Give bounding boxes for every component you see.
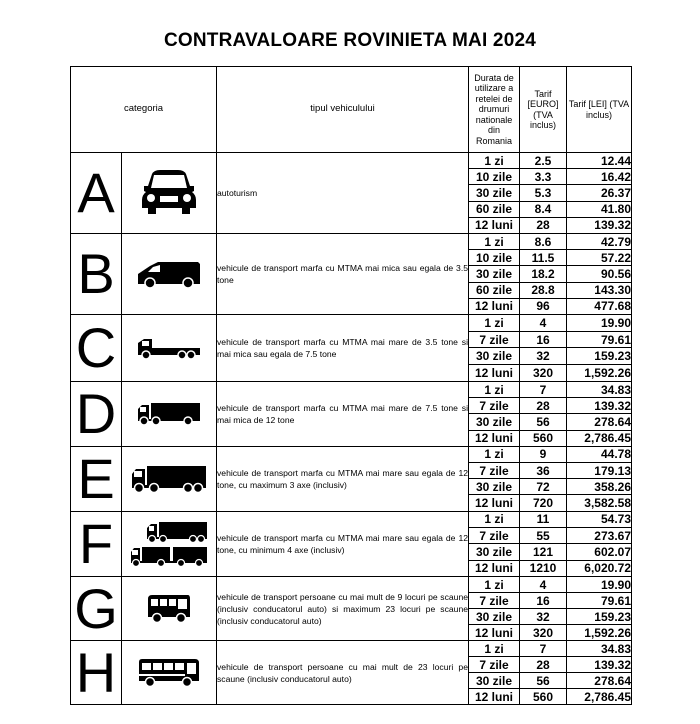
duration-cell: 7 zile: [469, 463, 520, 479]
box-truck-icon: [122, 401, 216, 427]
duration-cell: 60 zile: [469, 282, 520, 298]
tariff-lei-cell: 79.61: [567, 593, 632, 609]
tariff-lei-cell: 602.07: [567, 544, 632, 560]
category-letter-h: H: [71, 641, 122, 705]
tariff-lei-cell: 90.56: [567, 266, 632, 282]
header-category: categoria: [71, 67, 217, 153]
duration-cell: 1 zi: [469, 577, 520, 593]
tariff-eur-cell: 4: [520, 577, 567, 593]
tariff-eur-cell: 32: [520, 609, 567, 625]
heavy-truck-icon: [122, 464, 216, 494]
duration-cell: 7 zile: [469, 593, 520, 609]
tariff-lei-cell: 34.83: [567, 382, 632, 398]
duration-cell: 30 zile: [469, 673, 520, 689]
vehicle-description-h: vehicule de transport persoane cu mai mult de 23 locuri pe scaune (inclusiv conducatorul auto): [217, 641, 469, 705]
tariff-eur-cell: 28.8: [520, 282, 567, 298]
tariff-lei-cell: 19.90: [567, 577, 632, 593]
tariff-eur-cell: 3.3: [520, 169, 567, 185]
tariff-lei-cell: 358.26: [567, 479, 632, 495]
vehicle-description-f: vehicule de transport marfa cu MTMA mai mare sau egala de 12 tone, cu minimum 4 axe (inclusiv): [217, 511, 469, 577]
tariff-eur-cell: 9: [520, 446, 567, 462]
duration-cell: 30 zile: [469, 544, 520, 560]
tariff-lei-cell: 179.13: [567, 463, 632, 479]
duration-cell: 60 zile: [469, 201, 520, 217]
tariff-lei-cell: 19.90: [567, 314, 632, 331]
duration-cell: 30 zile: [469, 266, 520, 282]
category-letter-e: E: [71, 446, 122, 511]
category-letter-c: C: [71, 314, 122, 381]
tariff-table: [70, 66, 632, 705]
tariff-eur-cell: 560: [520, 689, 567, 705]
tariff-eur-cell: 11: [520, 511, 567, 527]
tariff-lei-cell: 42.79: [567, 233, 632, 249]
table-row: [71, 382, 632, 398]
duration-cell: 7 zile: [469, 657, 520, 673]
category-letter-d: D: [71, 382, 122, 447]
tariff-lei-cell: 139.32: [567, 398, 632, 414]
category-icon-cell-d: [122, 382, 217, 447]
duration-cell: 1 zi: [469, 233, 520, 249]
tariff-eur-cell: 11.5: [520, 250, 567, 266]
van-icon: [122, 258, 216, 290]
header-duration: Durata de utilizare a retelei de drumuri nationale din Romania: [469, 67, 520, 153]
category-icon-cell-e: [122, 446, 217, 511]
category-icon-cell-g: [122, 577, 217, 641]
duration-cell: 1 zi: [469, 641, 520, 657]
duration-cell: 10 zile: [469, 169, 520, 185]
duration-cell: 12 luni: [469, 495, 520, 511]
category-icon-cell-f: [122, 511, 217, 577]
duration-cell: 1 zi: [469, 446, 520, 462]
duration-cell: 12 luni: [469, 298, 520, 314]
tariff-eur-cell: 8.4: [520, 201, 567, 217]
category-letter-a: A: [71, 153, 122, 234]
vehicle-description-g: vehicule de transport persoane cu mai mult de 9 locuri pe scaune (inclusiv conducatorul auto) si maximum 23 locuri pe scaune (inclusiv conducatorul auto): [217, 577, 469, 641]
table-row: [71, 511, 632, 527]
duration-cell: 30 zile: [469, 185, 520, 201]
vehicle-description-a: autoturism: [217, 153, 469, 234]
articulated-trucks-icon: [122, 520, 216, 568]
tariff-eur-cell: 320: [520, 365, 567, 382]
flatbed-truck-icon: [122, 335, 216, 361]
duration-cell: 12 luni: [469, 689, 520, 705]
category-letter-g: G: [71, 577, 122, 641]
header-row: [71, 67, 632, 153]
tariff-lei-cell: 159.23: [567, 348, 632, 365]
duration-cell: 7 zile: [469, 527, 520, 543]
tariff-lei-cell: 41.80: [567, 201, 632, 217]
tariff-lei-cell: 2,786.45: [567, 430, 632, 446]
tariff-eur-cell: 121: [520, 544, 567, 560]
duration-cell: 30 zile: [469, 479, 520, 495]
tariff-lei-cell: 1,592.26: [567, 365, 632, 382]
tariff-eur-cell: 720: [520, 495, 567, 511]
table-row: [71, 314, 632, 331]
tariff-eur-cell: 320: [520, 625, 567, 641]
duration-cell: 1 zi: [469, 314, 520, 331]
category-icon-cell-h: [122, 641, 217, 705]
duration-cell: 7 zile: [469, 331, 520, 348]
tariff-lei-cell: 34.83: [567, 641, 632, 657]
category-letter-b: B: [71, 233, 122, 314]
page-title: CONTRAVALOARE ROVINIETA MAI 2024: [163, 30, 536, 51]
tariff-eur-cell: 56: [520, 414, 567, 430]
tariff-lei-cell: 57.22: [567, 250, 632, 266]
tariff-eur-cell: 55: [520, 527, 567, 543]
tariff-lei-cell: 6,020.72: [567, 560, 632, 576]
vehicle-description-d: vehicule de transport marfa cu MTMA mai mare de 7.5 tone si mai mica de 12 tone: [217, 382, 469, 447]
tariff-eur-cell: 16: [520, 593, 567, 609]
tariff-eur-cell: 16: [520, 331, 567, 348]
tariff-eur-cell: 8.6: [520, 233, 567, 249]
tariff-lei-cell: 278.64: [567, 673, 632, 689]
tariff-eur-cell: 28: [520, 657, 567, 673]
bus-icon: [122, 657, 216, 689]
tariff-lei-cell: 139.32: [567, 657, 632, 673]
tariff-lei-cell: 26.37: [567, 185, 632, 201]
tariff-lei-cell: 54.73: [567, 511, 632, 527]
tariff-eur-cell: 2.5: [520, 153, 567, 169]
duration-cell: 1 zi: [469, 153, 520, 169]
duration-cell: 30 zile: [469, 348, 520, 365]
tariff-lei-cell: 79.61: [567, 331, 632, 348]
table-row: [71, 641, 632, 657]
tariff-eur-cell: 7: [520, 382, 567, 398]
category-letter-f: F: [71, 511, 122, 577]
tariff-lei-cell: 278.64: [567, 414, 632, 430]
vehicle-description-e: vehicule de transport marfa cu MTMA mai mare sau egala de 12 tone, cu maximum 3 axe (inclusiv): [217, 446, 469, 511]
duration-cell: 12 luni: [469, 430, 520, 446]
tariff-eur-cell: 28: [520, 217, 567, 233]
tariff-eur-cell: 560: [520, 430, 567, 446]
car-front-icon: [122, 168, 216, 218]
category-icon-cell-b: [122, 233, 217, 314]
tariff-lei-cell: 1,592.26: [567, 625, 632, 641]
duration-cell: 12 luni: [469, 365, 520, 382]
minibus-icon: [122, 593, 216, 625]
tariff-lei-cell: 477.68: [567, 298, 632, 314]
tariff-eur-cell: 72: [520, 479, 567, 495]
duration-cell: 1 zi: [469, 511, 520, 527]
duration-cell: 12 luni: [469, 560, 520, 576]
duration-cell: 30 zile: [469, 414, 520, 430]
tariff-eur-cell: 7: [520, 641, 567, 657]
duration-cell: 30 zile: [469, 609, 520, 625]
tariff-eur-cell: 36: [520, 463, 567, 479]
duration-cell: 12 luni: [469, 217, 520, 233]
tariff-eur-cell: 56: [520, 673, 567, 689]
tariff-lei-cell: 16.42: [567, 169, 632, 185]
table-row: [71, 233, 632, 249]
tariff-lei-cell: 3,582.58: [567, 495, 632, 511]
duration-cell: 10 zile: [469, 250, 520, 266]
tariff-lei-cell: 2,786.45: [567, 689, 632, 705]
tariff-eur-cell: 18.2: [520, 266, 567, 282]
tariff-eur-cell: 1210: [520, 560, 567, 576]
category-icon-cell-a: [122, 153, 217, 234]
vehicle-description-b: vehicule de transport marfa cu MTMA mai mica sau egala de 3.5 tone: [217, 233, 469, 314]
tariff-lei-cell: 159.23: [567, 609, 632, 625]
tariff-eur-cell: 96: [520, 298, 567, 314]
duration-cell: 12 luni: [469, 625, 520, 641]
header-vehicle-type: tipul vehiculului: [217, 67, 469, 153]
table-row: [71, 153, 632, 169]
vehicle-description-c: vehicule de transport marfa cu MTMA mai mare de 3.5 tone si mai mica sau egala de 7.5 tone: [217, 314, 469, 381]
duration-cell: 7 zile: [469, 398, 520, 414]
table-row: [71, 446, 632, 462]
tariff-eur-cell: 4: [520, 314, 567, 331]
table-row: [71, 577, 632, 593]
tariff-lei-cell: 12.44: [567, 153, 632, 169]
tariff-lei-cell: 143.30: [567, 282, 632, 298]
category-icon-cell-c: [122, 314, 217, 381]
tariff-eur-cell: 32: [520, 348, 567, 365]
tariff-eur-cell: 5.3: [520, 185, 567, 201]
tariff-eur-cell: 28: [520, 398, 567, 414]
tariff-lei-cell: 44.78: [567, 446, 632, 462]
tariff-lei-cell: 273.67: [567, 527, 632, 543]
tariff-lei-cell: 139.32: [567, 217, 632, 233]
header-tariff-eur: Tarif [EURO] (TVA inclus): [520, 67, 567, 153]
header-tariff-lei: Tarif [LEI] (TVA inclus): [567, 67, 632, 153]
duration-cell: 1 zi: [469, 382, 520, 398]
